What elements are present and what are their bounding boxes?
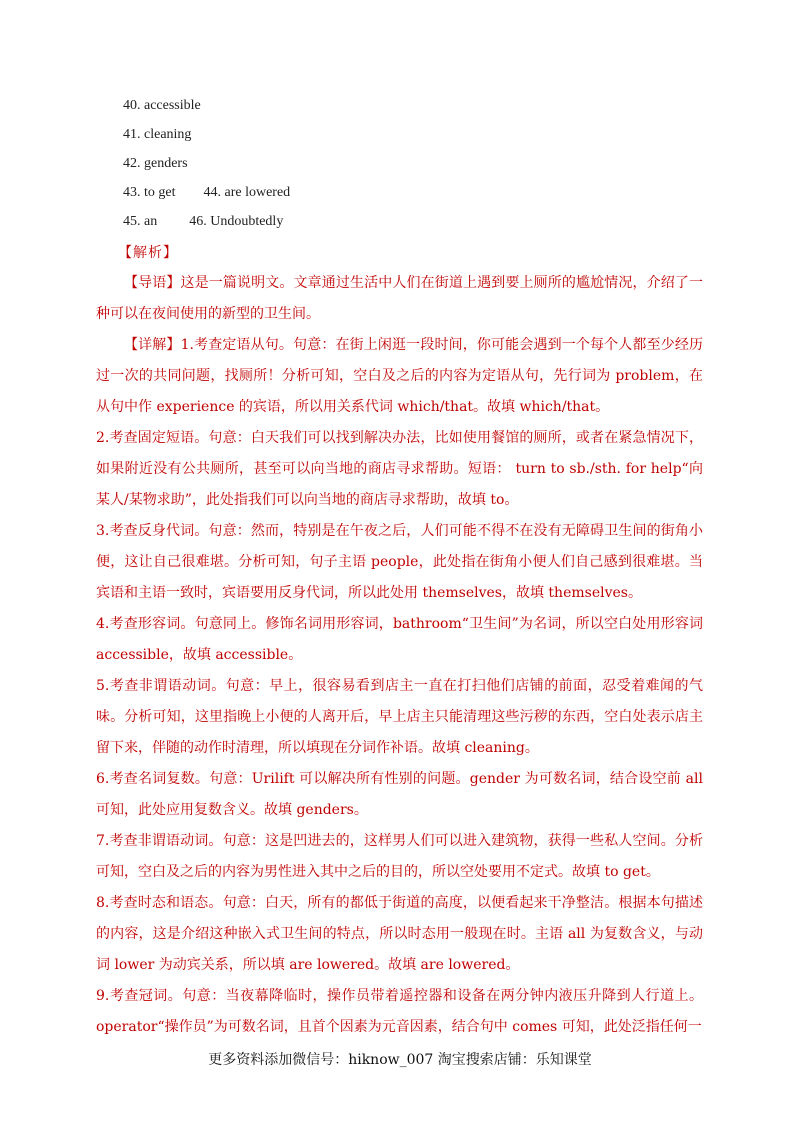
detail-paragraph-1: 【详解】1.考查定语从句。句意：在街上闲逛一段时间，你可能会遇到一个每个人都至少经历过一次的共同问题，找厕所！分析可知，空白及之后的内容为定语从句，先行词为 problem，在从句中作 experience 的宾语，所以用关系代词 which/that。故填 which/that。 (96, 337, 703, 415)
answer-41: 41. cleaning (123, 127, 192, 142)
answer-45: 45. an (123, 214, 158, 229)
answer-line-4 (123, 183, 290, 212)
analysis-body (96, 268, 703, 1043)
detail-paragraph-4: 4.考查形容词。句意同上。修饰名词用形容词，bathroom“卫生间”为名词，所以空白处用形容词 accessible，故填 accessible。 (96, 616, 703, 663)
detail-paragraph-6: 6.考查名词复数。句意：Urilift 可以解决所有性别的问题。gender 为可数名词，结合设空前 all 可知，此处应用复数含义。故填 genders。 (96, 771, 703, 818)
detail-paragraph-7: 7.考查非谓语动词。句意：这是凹进去的，这样男人们可以进入建筑物，获得一些私人空间。分析可知，空白及之后的内容为男性进入其中之后的目的，所以空处要用不定式。故填 to get。 (96, 833, 703, 880)
answer-list (123, 96, 290, 241)
answer-44: 44. are lowered (203, 185, 291, 200)
detail-paragraph-8: 8.考查时态和语态。句意：白天，所有的都低于街道的高度，以便看起来干净整洁。根据本句描述的内容，这是介绍这种嵌入式卫生间的特点，所以时态用一般现在时。主语 all 为复数含义，与动词 lower 为动宾关系，所以填 are lowered。故填 are lowered。 (96, 895, 703, 973)
detail-paragraph-5: 5.考查非谓语动词。句意：早上，很容易看到店主一直在打扫他们店铺的前面，忍受着难闻的气味。分析可知，这里指晚上小便的人离开后，早上店主只能清理这些污秽的东西，空白处表示店主留下来，伴随的动作时清理，所以填现在分词作补语。故填 cleaning。 (96, 678, 703, 756)
answer-line-3 (123, 154, 290, 183)
answer-line-1 (123, 96, 290, 125)
answer-42: 42. genders (123, 156, 188, 171)
answer-46: 46. Undoubtedly (189, 214, 284, 229)
guide-paragraph: 【导语】这是一篇说明文。文章通过生活中人们在街道上遇到要上厕所的尴尬情况，介绍了一种可以在夜间使用的新型的卫生间。 (96, 275, 703, 322)
page-footer: 更多资料添加微信号：hiknow_007 淘宝搜索店铺：乐知课堂 (208, 1052, 592, 1068)
analysis-heading: 【解析】 (118, 245, 178, 261)
detail-paragraph-3: 3.考查反身代词。句意：然而，特别是在午夜之后，人们可能不得不在没有无障碍卫生间的街角小便，这让自己很难堪。分析可知，句子主语 people，此处指在街角小便人们自己感到很难堪。当宾语和主语一致时，宾语要用反身代词，所以此处用 themselves，故填 themselves。 (96, 523, 703, 601)
answer-line-5 (123, 212, 290, 241)
answer-43: 43. to get (123, 185, 176, 200)
detail-paragraph-2: 2.考查固定短语。句意：白天我们可以找到解决办法，比如使用餐馆的厕所，或者在紧急情况下，如果附近没有公共厕所，甚至可以向当地的商店寻求帮助。短语： turn to sb./sth. for help“向某人/某物求助”，此处指我们可以向当地的商店寻求帮助，故填 to。 (96, 430, 703, 508)
detail-paragraph-9: 9.考查冠词。句意：当夜幕降临时，操作员带着遥控器和设备在两分钟内液压升降到人行道上。operator“操作员”为可数名词，且首个因素为元音因素，结合句中 comes 可知，此处泛指任何一 (96, 988, 703, 1035)
answer-40: 40. accessible (123, 98, 201, 113)
answer-line-2 (123, 125, 290, 154)
